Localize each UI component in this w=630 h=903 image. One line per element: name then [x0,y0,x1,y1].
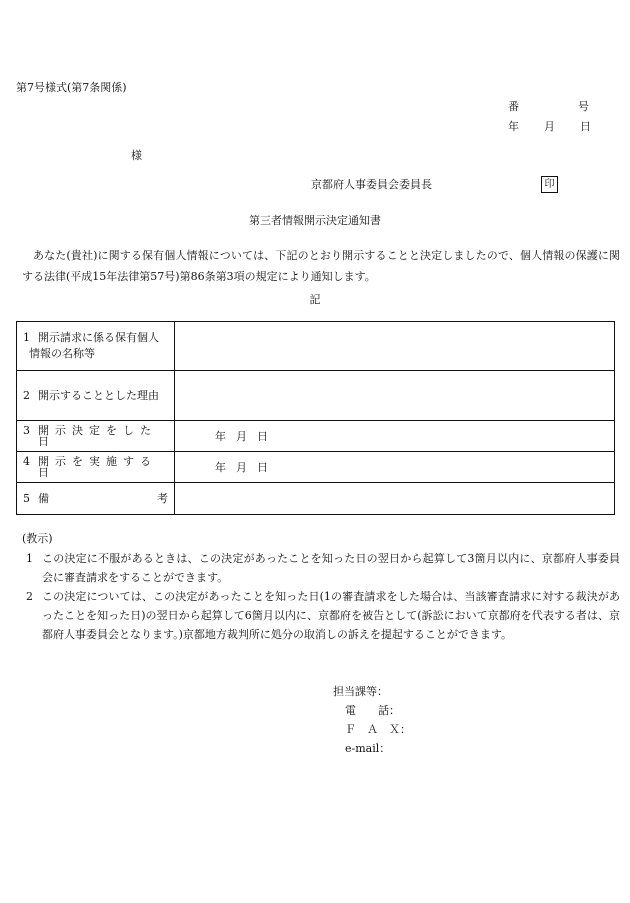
row-label-reason: 2 開示することとした理由 [17,371,175,421]
table-row [17,421,615,452]
form-number: 第7号様式(第7条関係) [16,81,127,94]
row-value-info-name[interactable] [175,322,615,371]
row-label-implementation-date: 4 開示を実施する日 [17,452,175,483]
seal-stamp: 印 [541,176,558,193]
row-value-implementation-date[interactable]: 年 月 日 [175,452,615,483]
contact-email: e-mail： [345,742,391,755]
ki-heading: 記 [309,293,321,306]
table-row [17,322,615,371]
document-number-label: 番 [508,100,519,113]
instructions-heading: (教示) [22,532,53,545]
table-row [17,452,615,483]
date-month-label: 月 [544,120,555,133]
row-value-decision-date[interactable]: 年 月 日 [175,421,615,452]
contact-fax: Ｆ Ａ Ｘ： [345,723,411,736]
addressee-suffix: 様 [131,149,142,162]
instruction-item: 1 この決定に不服があるときは、この決定があったことを知った日の翌日から起算して3箇月以内に、京都府人事委員会に審査請求をすることができます。 [26,552,620,584]
sender-name: 京都府人事委員会委員長 [311,178,432,191]
contact-phone: 電 話： [345,704,400,717]
table-row [17,483,615,515]
contact-department: 担当課等： [333,685,388,698]
document-number-suffix: 号 [578,100,589,113]
row-label-decision-date: 3 開示決定をした日 [17,421,175,452]
date-year-label: 年 [508,120,519,133]
row-value-reason[interactable] [175,371,615,421]
body-paragraph: あなた(貴社)に関する保有個人情報については、下記のとおり開示することと決定しましたので、個人情報の保護に関する法律(平成15年法律第57号)第86条第3項の規定により通知します。 [22,249,620,283]
document-title: 第三者情報開示決定通知書 [249,214,381,227]
disclosure-table [16,321,615,515]
table-row [17,371,615,421]
date-day-label: 日 [580,120,591,133]
row-value-remarks[interactable] [175,483,615,515]
instruction-item: 2 この決定については、この決定があったことを知った日(1の審査請求をした場合は、当該審査請求に対する裁決があったことを知った日)の翌日から起算して6箇月以内に、京都府を被告として(訴訟において京都府を代表する者は、京都府人事委員会となります。)京都地方裁判所に処分の取消しの訴えを提起することができます。 [26,590,620,641]
row-label-remarks: 5 備 考 [17,483,175,515]
row-label-info-name: 1 開示請求に係る保有個人 情報の名称等 [17,322,175,371]
